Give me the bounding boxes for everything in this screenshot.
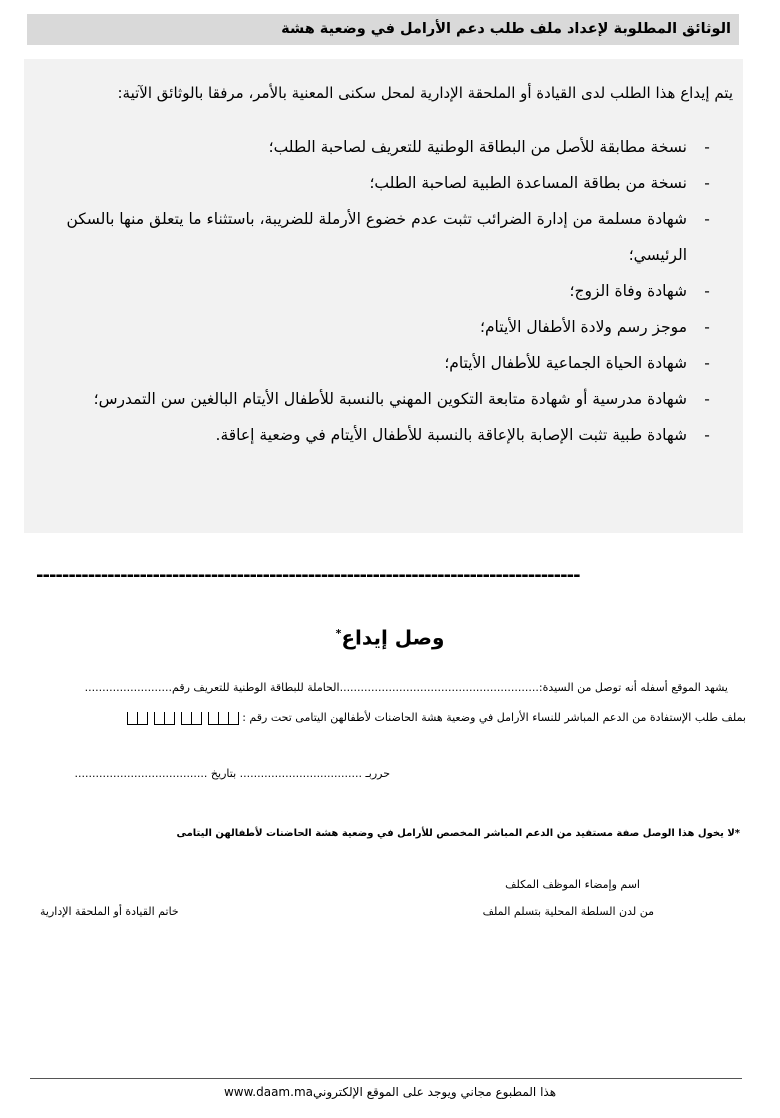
bullet-dash: - [704, 354, 710, 372]
requirement-text: نسخة مطابقة للأصل من البطاقة الوطنية للتعريف لصاحبة الطلب؛ [268, 138, 687, 156]
bullet-dash: - [704, 282, 710, 300]
requirement-text: نسخة من بطاقة المساعدة الطبية لصاحبة الطلب؛ [369, 174, 687, 192]
footer-divider [30, 1078, 742, 1079]
file-number-box [218, 712, 228, 725]
receipt-note: *لا يخول هذا الوصل صفة مستفيد من الدعم المباشر المخصص للأرامل في وضعية هشة الحاضنات لأطفالهن اليتامى [176, 828, 740, 839]
receipt-line-file [127, 710, 746, 726]
file-number-box-group [154, 712, 175, 725]
bullet-dash: - [704, 138, 710, 156]
file-number-box [127, 712, 137, 725]
requirement-text: شهادة مسلمة من إدارة الضرائب تثبت عدم خضوع الأرملة للضريبة، باستثناء ما يتعلق منها بالسكن الرئيسي؛ [66, 210, 687, 264]
receipt-line-place-date [75, 766, 390, 782]
requirement-item [24, 273, 743, 309]
file-number-box [228, 712, 239, 725]
bullet-dash: - [704, 210, 710, 228]
file-number-boxes [127, 712, 239, 725]
file-number-box [191, 712, 202, 725]
requirement-text: موجز رسم ولادة الأطفال الأيتام؛ [480, 318, 687, 336]
bullet-dash: - [704, 390, 710, 408]
requirement-item [24, 417, 743, 453]
requirements-intro: يتم إيداع هذا الطلب لدى القيادة أو الملحقة الإدارية لمحل سكنى المعنية بالأمر، مرفقا بالوثائق الآتية: [117, 84, 733, 102]
place-label: حرربـ [365, 767, 390, 780]
requirement-text: شهادة وفاة الزوج؛ [569, 282, 687, 300]
file-number-box [164, 712, 175, 725]
date-label: بتاريخ [210, 767, 237, 780]
requirement-text: شهادة الحياة الجماعية للأطفال الأيتام؛ [444, 354, 687, 372]
bullet-dash: - [704, 174, 710, 192]
receipt-line-file-text: بملف طلب الإستفادة من الدعم المباشر للنساء الأرامل في وضعية هشة الحاضنات لأطفالهن اليتامى تحت رقم : [242, 711, 746, 724]
receipt-title-text: وصل إيداع [341, 625, 445, 650]
file-number-box [154, 712, 164, 725]
receipt-title [0, 620, 780, 652]
file-number-box [181, 712, 191, 725]
requirements-box [24, 59, 743, 533]
file-number-box [208, 712, 218, 725]
file-number-box-group [127, 712, 148, 725]
requirement-text: شهادة مدرسية أو شهادة متابعة التكوين المهني بالنسبة للأطفال الأيتام البالغين سن التمدرس؛ [93, 390, 687, 408]
signature-line-1: اسم وإمضاء الموظف المكلف [505, 878, 640, 891]
requirement-item [24, 201, 743, 273]
receipt-title-mark: * [335, 627, 342, 640]
requirement-item [24, 345, 743, 381]
file-number-box-group [208, 712, 239, 725]
receipt-line-applicant: يشهد الموقع أسفله أنه توصل من السيدة:.........................................................الحاملة للبطاقة الوطنية للتعريف رقم......................... [84, 681, 728, 694]
date-field: ...................................... [74, 767, 208, 780]
footer [0, 1084, 780, 1100]
place-field: ................................... [239, 767, 363, 780]
bullet-dash: - [704, 318, 710, 336]
signature-line-2: من لدن السلطة المحلية بتسلم الملف [482, 905, 654, 918]
requirement-item [24, 165, 743, 201]
requirement-item [24, 309, 743, 345]
separator-line: ------------------------------------------------------------------------------------ [36, 566, 580, 586]
requirements-list [24, 129, 743, 453]
page-title: الوثائق المطلوبة لإعداد ملف طلب دعم الأرامل في وضعية هشة [27, 14, 739, 45]
file-number-box [137, 712, 148, 725]
bullet-dash: - [704, 426, 710, 444]
stamp-label: خاتم القيادة أو الملحقة الإدارية [40, 905, 179, 918]
requirement-item [24, 129, 743, 165]
requirement-text: شهادة طبية تثبت الإصابة بالإعاقة بالنسبة للأطفال الأيتام في وضعية إعاقة. [215, 426, 687, 444]
footer-url[interactable]: www.daam.ma [223, 1085, 313, 1099]
footer-text: هذا المطبوع مجاني ويوجد على الموقع الإلكتروني [312, 1085, 557, 1099]
file-number-box-group [181, 712, 202, 725]
requirement-item [24, 381, 743, 417]
